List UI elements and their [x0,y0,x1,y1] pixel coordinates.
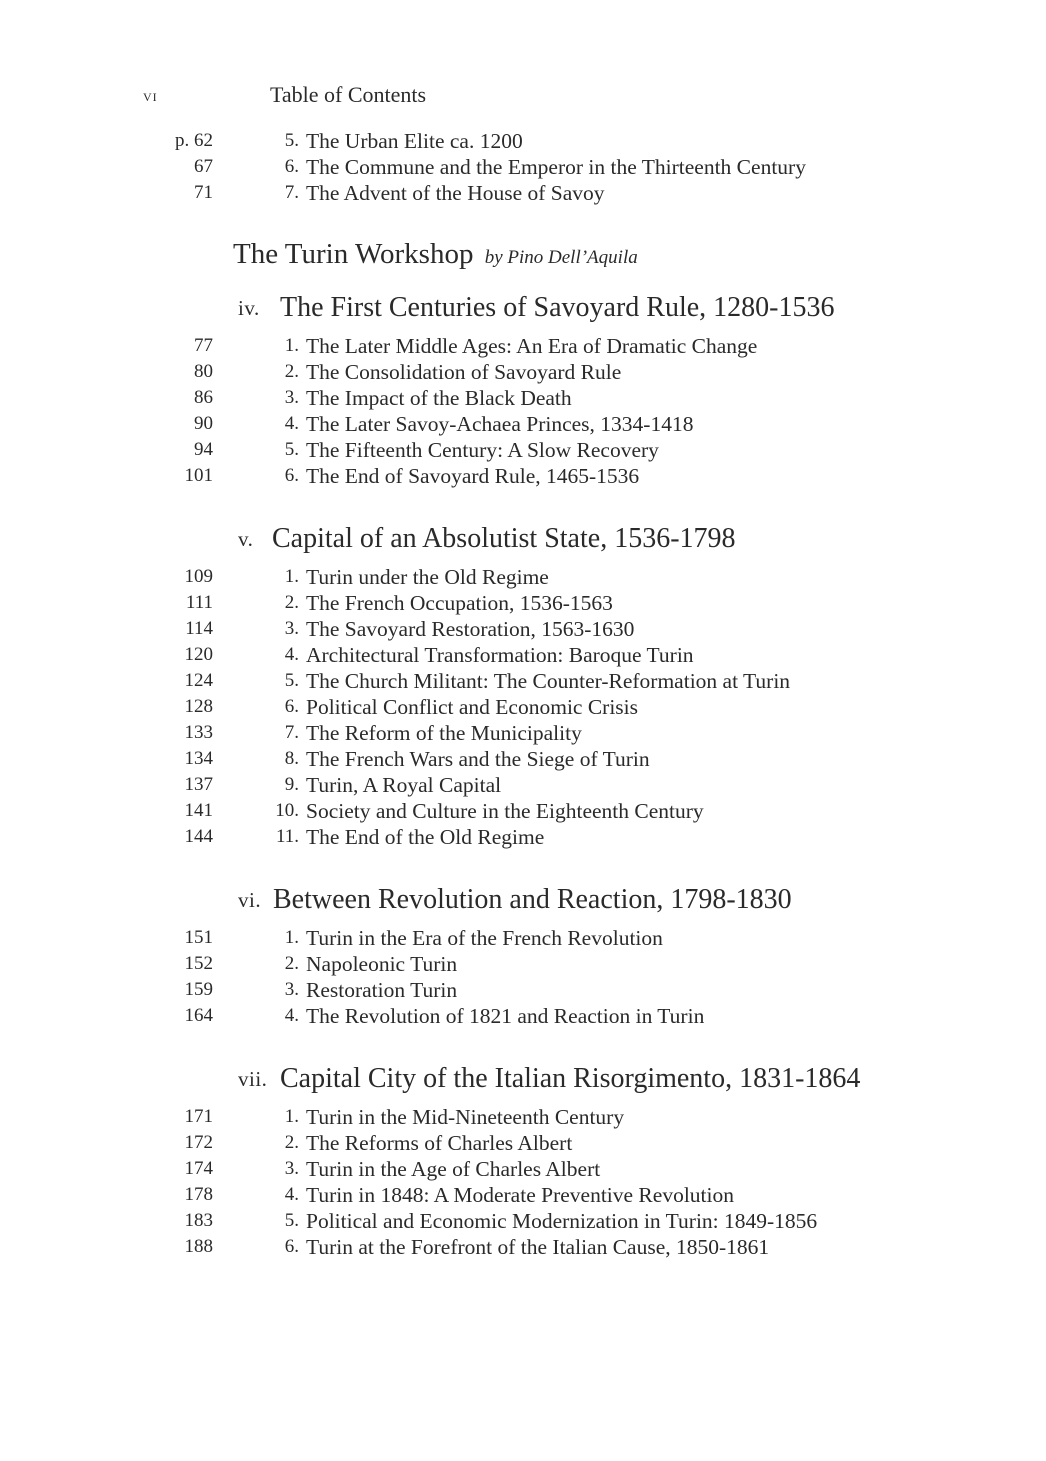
toc-entry [0,359,1046,385]
entry-number: 5. [284,439,299,460]
toc-entry [0,180,1046,206]
entry-number: 4. [284,644,299,665]
entry-page-number: 114 [185,618,213,639]
entry-number: 5. [284,670,299,691]
entry-number: 7. [284,722,299,743]
chapter-heading [0,290,1046,326]
entry-title: The Fifteenth Century: A Slow Recovery [306,438,659,462]
entry-title: Turin under the Old Regime [306,565,549,589]
entry-title: Political Conflict and Economic Crisis [306,695,639,719]
entry-page-number: 111 [185,592,213,613]
toc-entry [0,1104,1046,1130]
entry-page-number: 171 [184,1106,213,1127]
entry-page-number: 151 [184,927,213,948]
entry-title: Turin in the Mid-Nineteenth Century [306,1105,625,1129]
entry-number: 6. [284,1236,299,1257]
chapter-heading [0,882,1046,918]
entry-page-number: 152 [184,953,213,974]
chapter-title: Capital City of the Italian Risorgimento, 1831-1864 [280,1063,861,1094]
entry-title: The Consolidation of Savoyard Rule [306,360,622,384]
toc-entry [0,1182,1046,1208]
entry-number: 1. [284,927,299,948]
toc-entry [0,720,1046,746]
entry-page-number: 86 [194,387,213,408]
entry-number: 6. [284,465,299,486]
entry-page-number: 109 [184,566,213,587]
entry-page-number: 80 [194,361,213,382]
chapter-heading [0,1061,1046,1097]
toc-entry [0,616,1046,642]
toc-entry [0,333,1046,359]
entry-number: 3. [284,1158,299,1179]
entry-page-number: 133 [184,722,213,743]
chapter-number: vi. [238,888,262,912]
entry-page-number: 90 [194,413,213,434]
entry-title: Turin at the Forefront of the Italian Cause, 1850-1861 [306,1235,770,1259]
toc-entry [0,824,1046,850]
entry-page-number: 120 [184,644,213,665]
toc-entry [0,668,1046,694]
toc-entry [0,385,1046,411]
toc-entry [0,642,1046,668]
entry-page-number: 128 [184,696,213,717]
part-title: The Turin Workshop [233,238,474,270]
entry-number: 4. [284,1184,299,1205]
entry-title: The Church Militant: The Counter-Reformation at Turin [306,669,791,693]
entry-page-number: 159 [184,979,213,1000]
toc-entry [0,1156,1046,1182]
entry-title: The Reforms of Charles Albert [306,1131,573,1155]
entry-title: Turin in the Era of the French Revolution [306,926,663,950]
entry-page-number: 77 [194,335,213,356]
chapter-number: iv. [238,296,260,320]
entry-number: 2. [284,592,299,613]
toc-entry [0,437,1046,463]
entry-page-number: 144 [184,826,213,847]
entry-title: The Reform of the Municipality [306,721,582,745]
entry-page-number: 141 [184,800,213,821]
entry-number: 10. [275,800,299,821]
entry-number: 11. [275,826,299,847]
entry-page-number: 172 [184,1132,213,1153]
entry-page-number: 67 [194,156,213,177]
entry-page-number: p. 62 [175,130,213,151]
part-byline: by Pino Dell’Aquila [484,247,638,268]
chapter-heading [0,521,1046,557]
toc-entry [0,746,1046,772]
entry-page-number: 183 [184,1210,213,1231]
toc-entry [0,564,1046,590]
entry-number: 6. [284,156,299,177]
entry-title: Turin in 1848: A Moderate Preventive Revolution [306,1183,734,1207]
entry-title: The French Occupation, 1536-1563 [306,591,613,615]
toc-entry [0,772,1046,798]
entry-number: 2. [284,361,299,382]
entry-title: The End of the Old Regime [306,825,545,849]
toc-entry [0,1234,1046,1260]
entry-number: 1. [284,566,299,587]
toc-entry [0,694,1046,720]
entry-number: 5. [284,1210,299,1231]
chapter-title: Capital of an Absolutist State, 1536-1798 [272,523,736,554]
entry-title: The Revolution of 1821 and Reaction in Turin [306,1004,705,1028]
entry-title: The Urban Elite ca. 1200 [306,129,523,153]
entry-number: 4. [284,413,299,434]
toc-entry [0,590,1046,616]
toc-entry [0,154,1046,180]
entry-number: 3. [284,387,299,408]
entry-page-number: 101 [184,465,213,486]
toc-entry [0,951,1046,977]
toc-entry [0,1003,1046,1029]
entry-title: The Later Middle Ages: An Era of Dramatic Change [306,334,758,358]
entry-page-number: 134 [184,748,213,769]
entry-title: The Advent of the House of Savoy [306,181,605,205]
entry-page-number: 188 [184,1236,213,1257]
chapter-title: The First Centuries of Savoyard Rule, 1280-1536 [280,292,835,323]
toc-entry [0,128,1046,154]
entry-title: The End of Savoyard Rule, 1465-1536 [306,464,640,488]
entry-number: 2. [284,1132,299,1153]
entry-number: 1. [284,335,299,356]
entry-title: The French Wars and the Siege of Turin [306,747,650,771]
toc-entry [0,977,1046,1003]
entry-title: Political and Economic Modernization in Turin: 1849-1856 [306,1209,818,1233]
entry-number: 4. [284,1005,299,1026]
entry-number: 3. [284,979,299,1000]
part-heading [233,238,638,271]
entry-page-number: 124 [184,670,213,691]
toc-entry [0,925,1046,951]
entry-title: Turin in the Age of Charles Albert [306,1157,601,1181]
toc-entry [0,798,1046,824]
entry-number: 3. [284,618,299,639]
entry-page-number: 137 [184,774,213,795]
toc-entry [0,411,1046,437]
running-head [0,82,1046,112]
entry-number: 2. [284,953,299,974]
entry-number: 1. [284,1106,299,1127]
entry-title: Architectural Transformation: Baroque Turin [306,643,694,667]
entry-title: The Later Savoy-Achaea Princes, 1334-1418 [306,412,694,436]
entry-number: 9. [284,774,299,795]
entry-title: The Savoyard Restoration, 1563-1630 [306,617,635,641]
entry-title: Society and Culture in the Eighteenth Century [306,799,704,823]
entry-title: Turin, A Royal Capital [306,773,502,797]
entry-page-number: 94 [194,439,213,460]
entry-title: The Commune and the Emperor in the Thirteenth Century [306,155,806,179]
toc-entry [0,1130,1046,1156]
chapter-number: vii. [238,1067,268,1091]
entry-page-number: 178 [184,1184,213,1205]
entry-title: The Impact of the Black Death [306,386,572,410]
entry-page-number: 164 [184,1005,213,1026]
entry-number: 5. [284,130,299,151]
chapter-number: v. [238,527,254,551]
toc-entry [0,463,1046,489]
page-folio: vi [143,86,158,105]
toc-entry [0,1208,1046,1234]
running-title: Table of Contents [270,82,427,107]
chapter-title: Between Revolution and Reaction, 1798-1830 [273,884,792,915]
entry-number: 7. [284,182,299,203]
entry-number: 8. [284,748,299,769]
entry-number: 6. [284,696,299,717]
entry-title: Restoration Turin [306,978,458,1002]
entry-page-number: 71 [194,182,213,203]
entry-page-number: 174 [184,1158,213,1179]
entry-title: Napoleonic Turin [306,952,458,976]
